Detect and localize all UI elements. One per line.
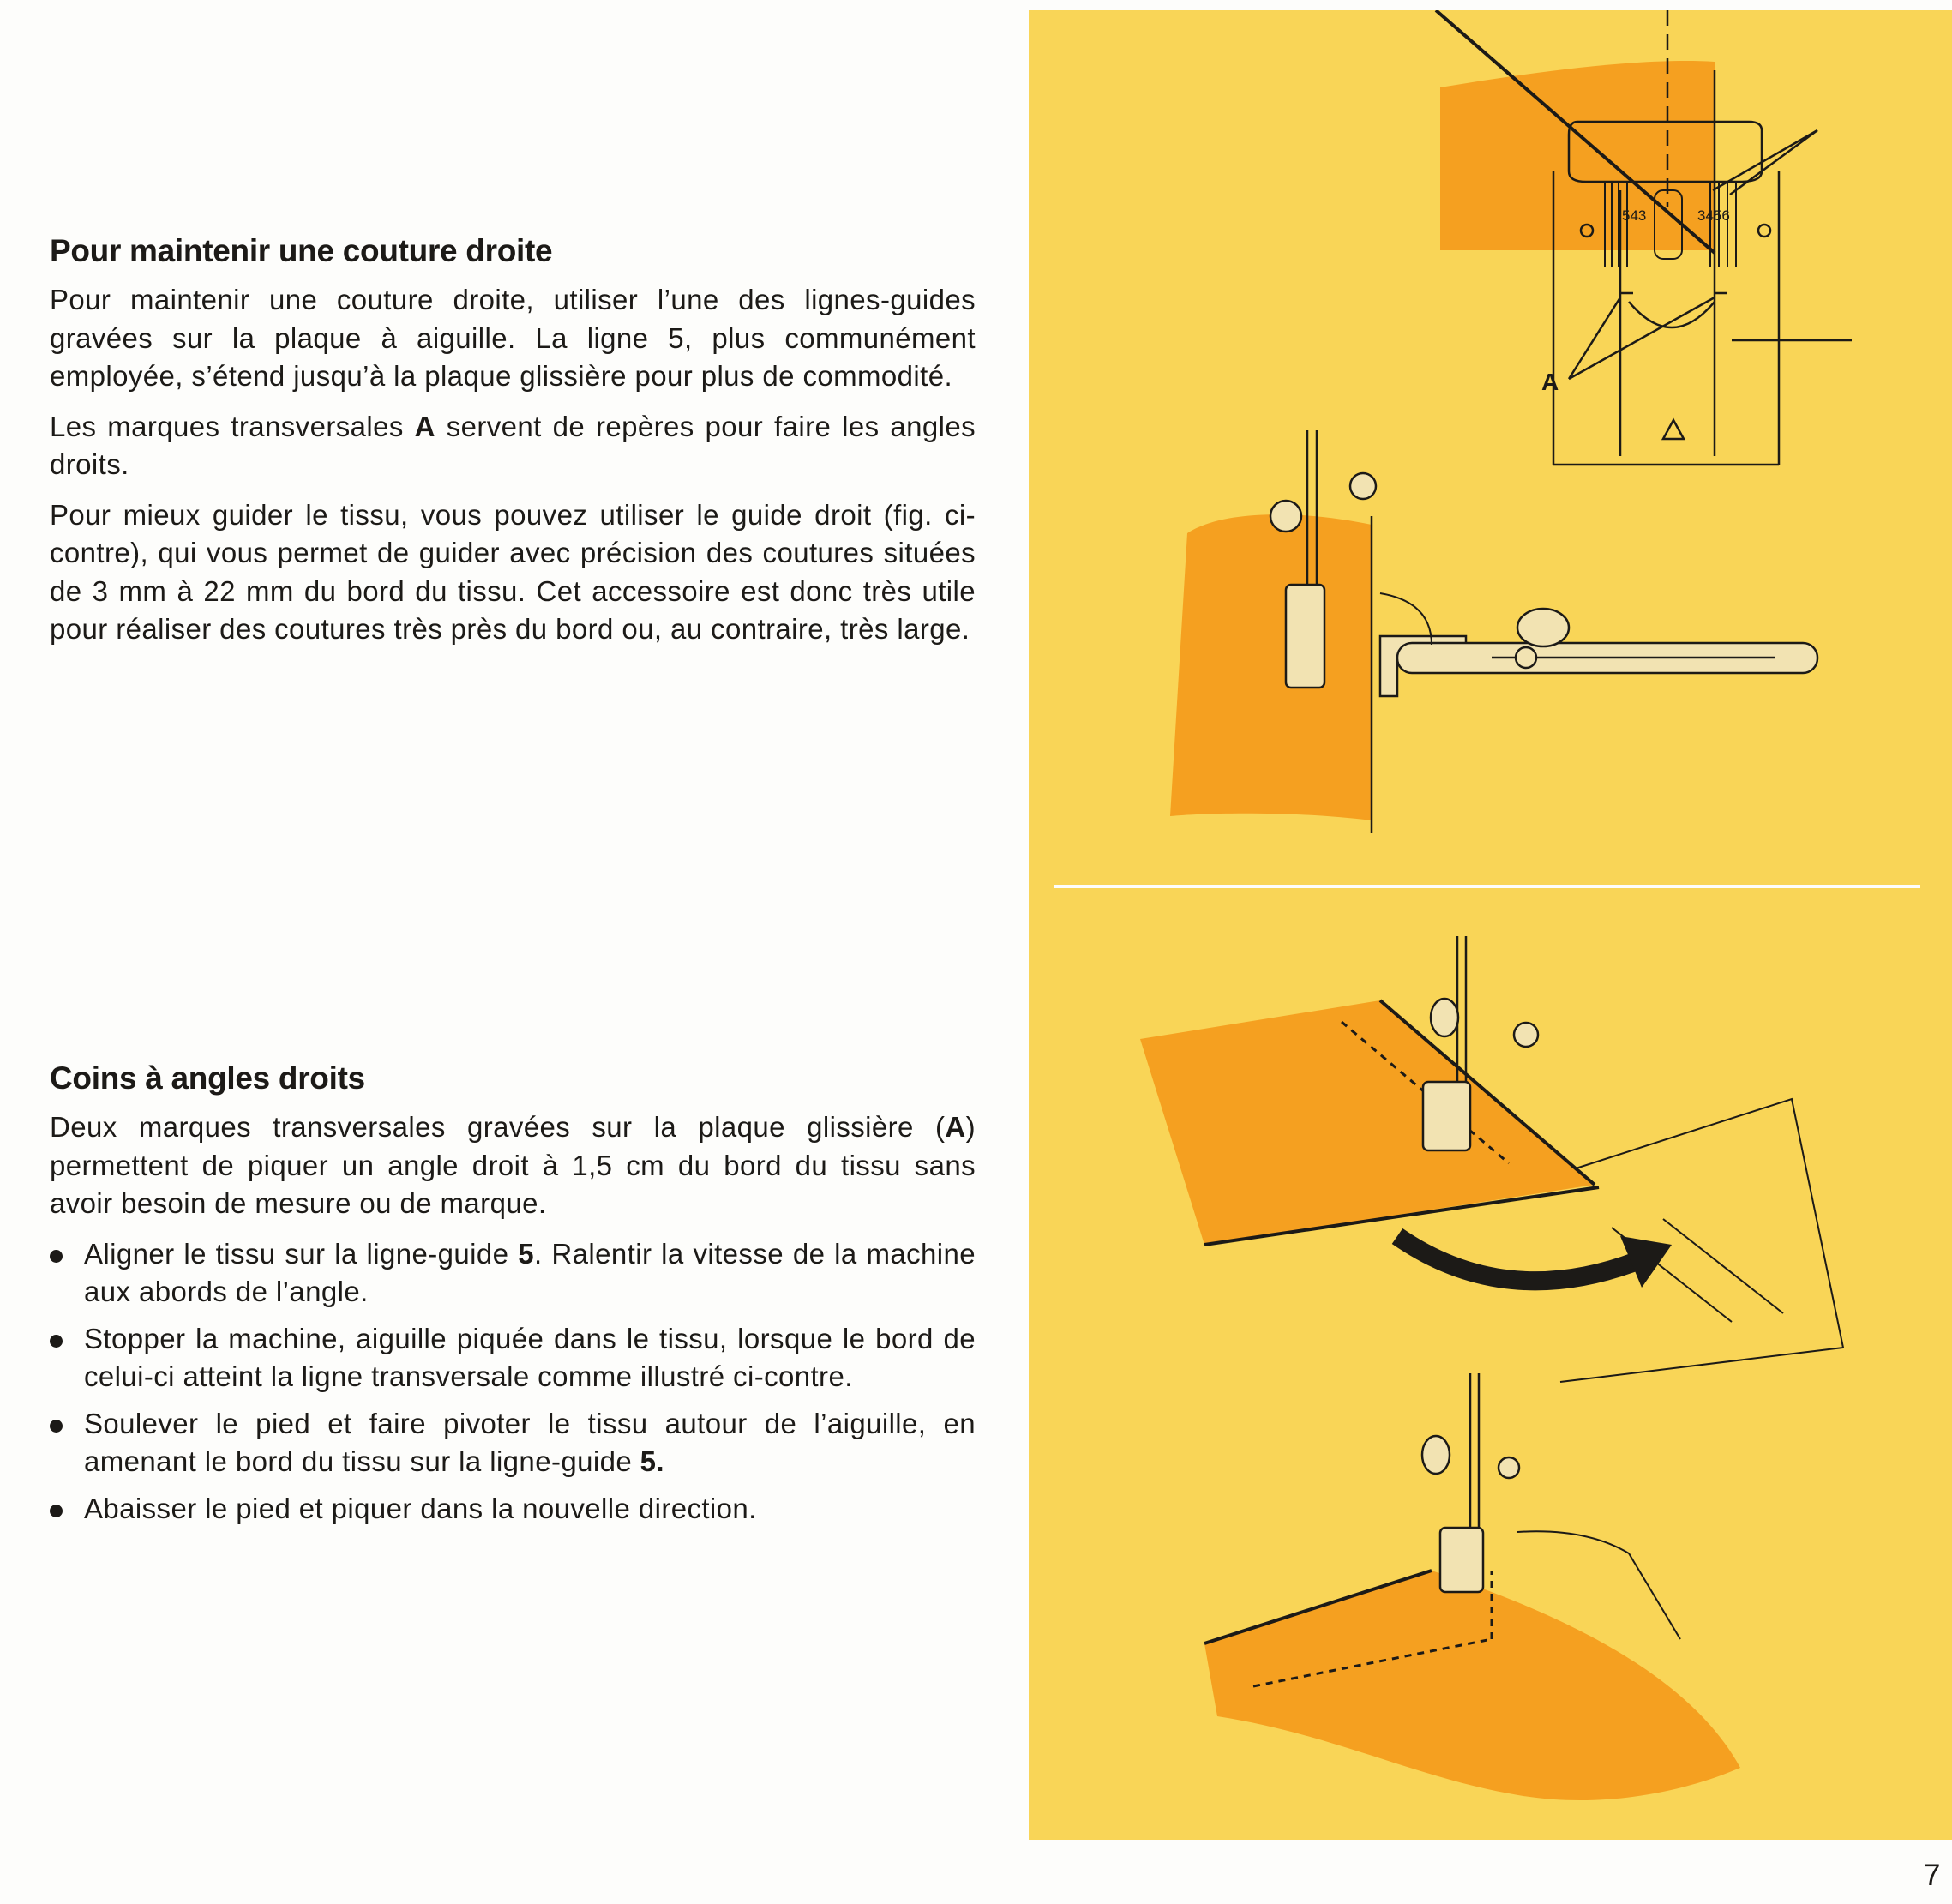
text: Soulever le pied et faire pivoter le tissu autour de l’aiguille, en amenant le bord du tissu sur la ligne-guide [84,1407,976,1477]
text: Abaisser le pied et piquer dans la nouvelle direction. [84,1492,757,1524]
bullet-icon [50,1505,63,1517]
page-number: 7 [1924,1859,1941,1892]
paragraph-cross-marks [50,408,976,484]
corner-pivot-figure [1140,936,1843,1382]
bullet-icon [50,1250,63,1263]
list-item [50,1235,976,1312]
section-title-corners: Coins à angles droits [50,1060,365,1096]
text: ) permettent de piquer un angle droit à 1,5 cm du bord du tissu sans avoir besoin de mesure ou de marque. [50,1111,976,1219]
paragraph-corners-intro [50,1108,976,1223]
pivot-arrow-curve [1397,1236,1646,1281]
text: servent de repères pour faire les angles droits. [50,410,976,480]
thumb-screw-icon [1499,1457,1519,1478]
text: Les marques transversales [50,410,415,442]
illustrations [1029,10,1952,1840]
paragraph-guide-lines: Pour maintenir une couture droite, utiliser l’une des lignes-guides gravées sur la plaque à aiguille. La ligne 5, plus communément employée, s’étend jusqu’à la plaque glissière pour plus de commodité. [50,284,976,392]
list-item [50,1490,976,1529]
bold-label: A [945,1111,966,1143]
list-item [50,1405,976,1481]
thumb-screw-icon [1514,1023,1538,1047]
plate-number-label-right: 3456 [1697,207,1730,224]
presser-foot-icon [1423,1082,1470,1150]
bullet-icon [50,1420,63,1433]
section-straight-seam [50,233,976,661]
plate-triangle-icon [1663,420,1684,439]
presser-knob-icon [1431,999,1458,1036]
new-direction-figure [1204,1373,1740,1800]
thumb-screw-icon [1350,473,1376,499]
presser-knob-icon [1422,1436,1450,1474]
bold-label: 5. [640,1445,664,1477]
plate-number-label-left: 543 [1622,207,1647,224]
pointer-numbers-1 [1713,130,1817,190]
text: Stopper la machine, aiguille piquée dans le tissu, lorsque le bord de celui-ci atteint la ligne transversale comme illustré ci-contre. [84,1322,976,1392]
presser-foot-icon [1440,1528,1483,1592]
paragraph-seam-guide: Pour mieux guider le tissu, vous pouvez utiliser le guide droit (fig. ci-contre), qui vous permet de guider avec précision des coutures situées de 3 mm à 22 mm du bord du tissu. Cet accessoire est donc très utile pour réaliser des coutures très près du bord ou, au contraire, très large. [50,498,976,645]
plate-screw-right-icon [1758,225,1770,237]
bullet-icon [50,1335,63,1348]
pointer-a-right [1569,297,1715,379]
list-item [50,1320,976,1396]
text: . Ralentir la vitesse de la machine aux abords de l’angle. [84,1237,976,1307]
slide-plate-outline [1552,1099,1843,1382]
needle-plate-figure [1436,10,1852,465]
pointer-a-left [1569,297,1620,379]
illustration-panel [1029,10,1952,1840]
seam-guide-figure [1170,430,1817,833]
guide-line-b [1663,1219,1783,1313]
presser-knob-icon [1270,501,1301,532]
presser-foot-icon [1286,585,1324,688]
section-right-angle-corners [50,1060,976,1536]
bold-label: 5 [518,1237,535,1270]
pointer-numbers-2 [1730,130,1817,195]
section-title-straight-seam: Pour maintenir une couture droite [50,233,553,268]
fabric-guided-shape [1170,514,1372,820]
bold-label: A [414,410,435,442]
label-a: A [1541,369,1559,395]
guide-knob-icon [1517,609,1569,646]
text: Aligner le tissu sur la ligne-guide [84,1237,519,1270]
guide-screw-icon [1516,647,1536,668]
text: Deux marques transversales gravées sur la plaque glissière ( [50,1111,946,1143]
fabric-top-shape [1440,61,1715,250]
corner-steps-list [50,1235,976,1529]
